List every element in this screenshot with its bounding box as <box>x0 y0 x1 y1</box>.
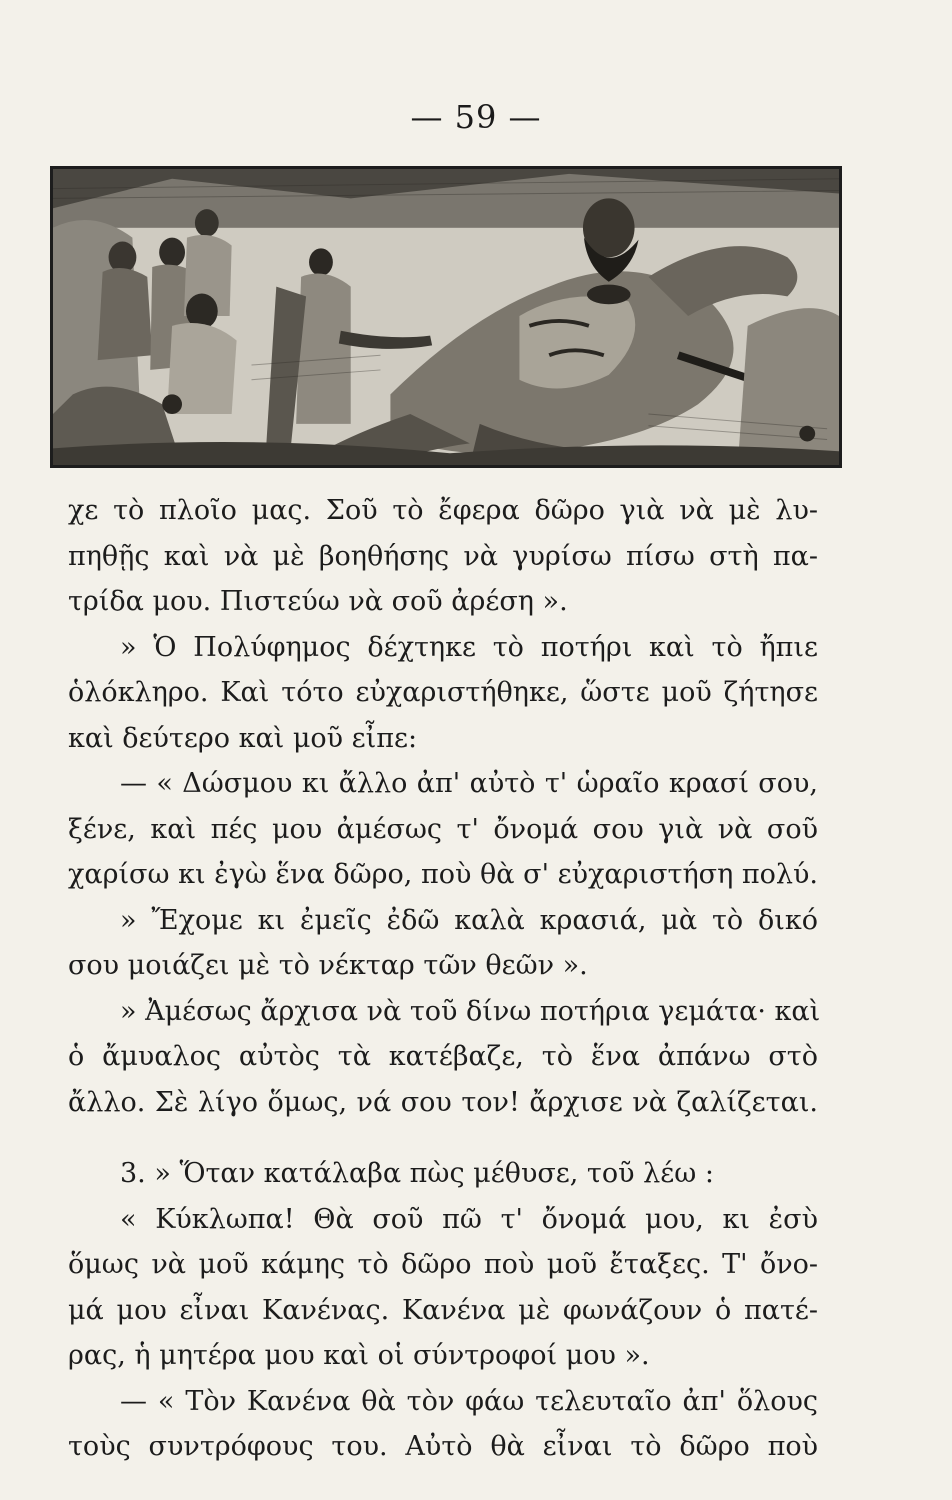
text-line: πηθῇς καὶ νὰ μὲ βοηθήσης νὰ γυρίσω πίσω στὴ πα- <box>68 540 818 572</box>
text-line: — « Τὸν Κανένα θὰ τὸν φάω τελευταῖο ἀπ' ὅλους <box>120 1385 818 1417</box>
text-line: χε τὸ πλοῖο μας. Σοῦ τὸ ἔφερα δῶρο γιὰ νὰ μὲ λυ- <box>68 495 818 526</box>
text-line: ὅμως νὰ μοῦ κάμης τὸ δῶρο ποὺ μοῦ ἔταξες. Τ' ὄνο- <box>68 1249 818 1280</box>
text-line: τρίδα μου. Πιστεύω νὰ σοῦ ἀρέση ». <box>68 586 568 617</box>
text-line: ρας, ἡ μητέρα μου καὶ οἱ σύντροφοί μου ». <box>68 1340 650 1371</box>
text-line: — « Δώσμου κι ἄλλο ἀπ' αὐτὸ τ' ὡραῖο κρασί σου, <box>120 768 818 799</box>
text-line: ξένε, καὶ πές μου ἀμέσως τ' ὄνομά σου γιὰ νὰ σοῦ <box>68 813 818 845</box>
text-line: καὶ δεύτερο καὶ μοῦ εἶπε: <box>68 722 418 754</box>
paragraph-gap <box>68 1125 818 1151</box>
text-line: 3. » Ὅταν κατάλαβα πὼς μέθυσε, τοῦ λέω : <box>120 1158 714 1189</box>
text-line: χαρίσω κι ἐγὼ ἕνα δῶρο, ποὺ θὰ σ' εὐχαριστήση πολύ. <box>68 859 818 890</box>
illustration-image <box>53 169 839 465</box>
text-line: » Ἀμέσως ἄρχισα νὰ τοῦ δίνω ποτήρια γεμάτα· καὶ <box>120 995 821 1027</box>
text-line: ἄλλο. Σὲ λίγο ὅμως, νά σου τον! ἄρχισε νὰ ζαλίζεται. <box>68 1086 818 1118</box>
text-line: σου μοιάζει μὲ τὸ νέκταρ τῶν θεῶν ». <box>68 950 588 981</box>
text-line: ὁλόκληρο. Καὶ τότο εὐχαριστήθηκε, ὥστε μοῦ ζήτησε <box>68 677 818 708</box>
engraving-illustration <box>50 166 842 468</box>
page-text <box>68 488 821 1470</box>
text-line: » Ἔχομε κι ἐμεῖς ἐδῶ καλὰ κρασιά, μὰ τὸ δικό <box>120 904 818 936</box>
text-line: τοὺς συντρόφους του. Αὐτὸ θὰ εἶναι τὸ δῶρο ποὺ <box>68 1431 818 1462</box>
text-line: » Ὁ Πολύφημος δέχτηκε τὸ ποτήρι καὶ τὸ ἤπιε <box>120 631 818 663</box>
text-line: ὁ ἄμυαλος αὐτὸς τὰ κατέβαζε, τὸ ἕνα ἀπάνω στὸ <box>68 1041 818 1072</box>
text-line: μά μου εἶναι Κανένας. Κανένα μὲ φωνάζουν ὁ πατέ- <box>68 1294 818 1326</box>
page-number: — 59 — <box>410 98 542 136</box>
text-line: « Κύκλωπα! Θὰ σοῦ πῶ τ' ὄνομά μου, κι ἐσὺ <box>120 1203 818 1235</box>
